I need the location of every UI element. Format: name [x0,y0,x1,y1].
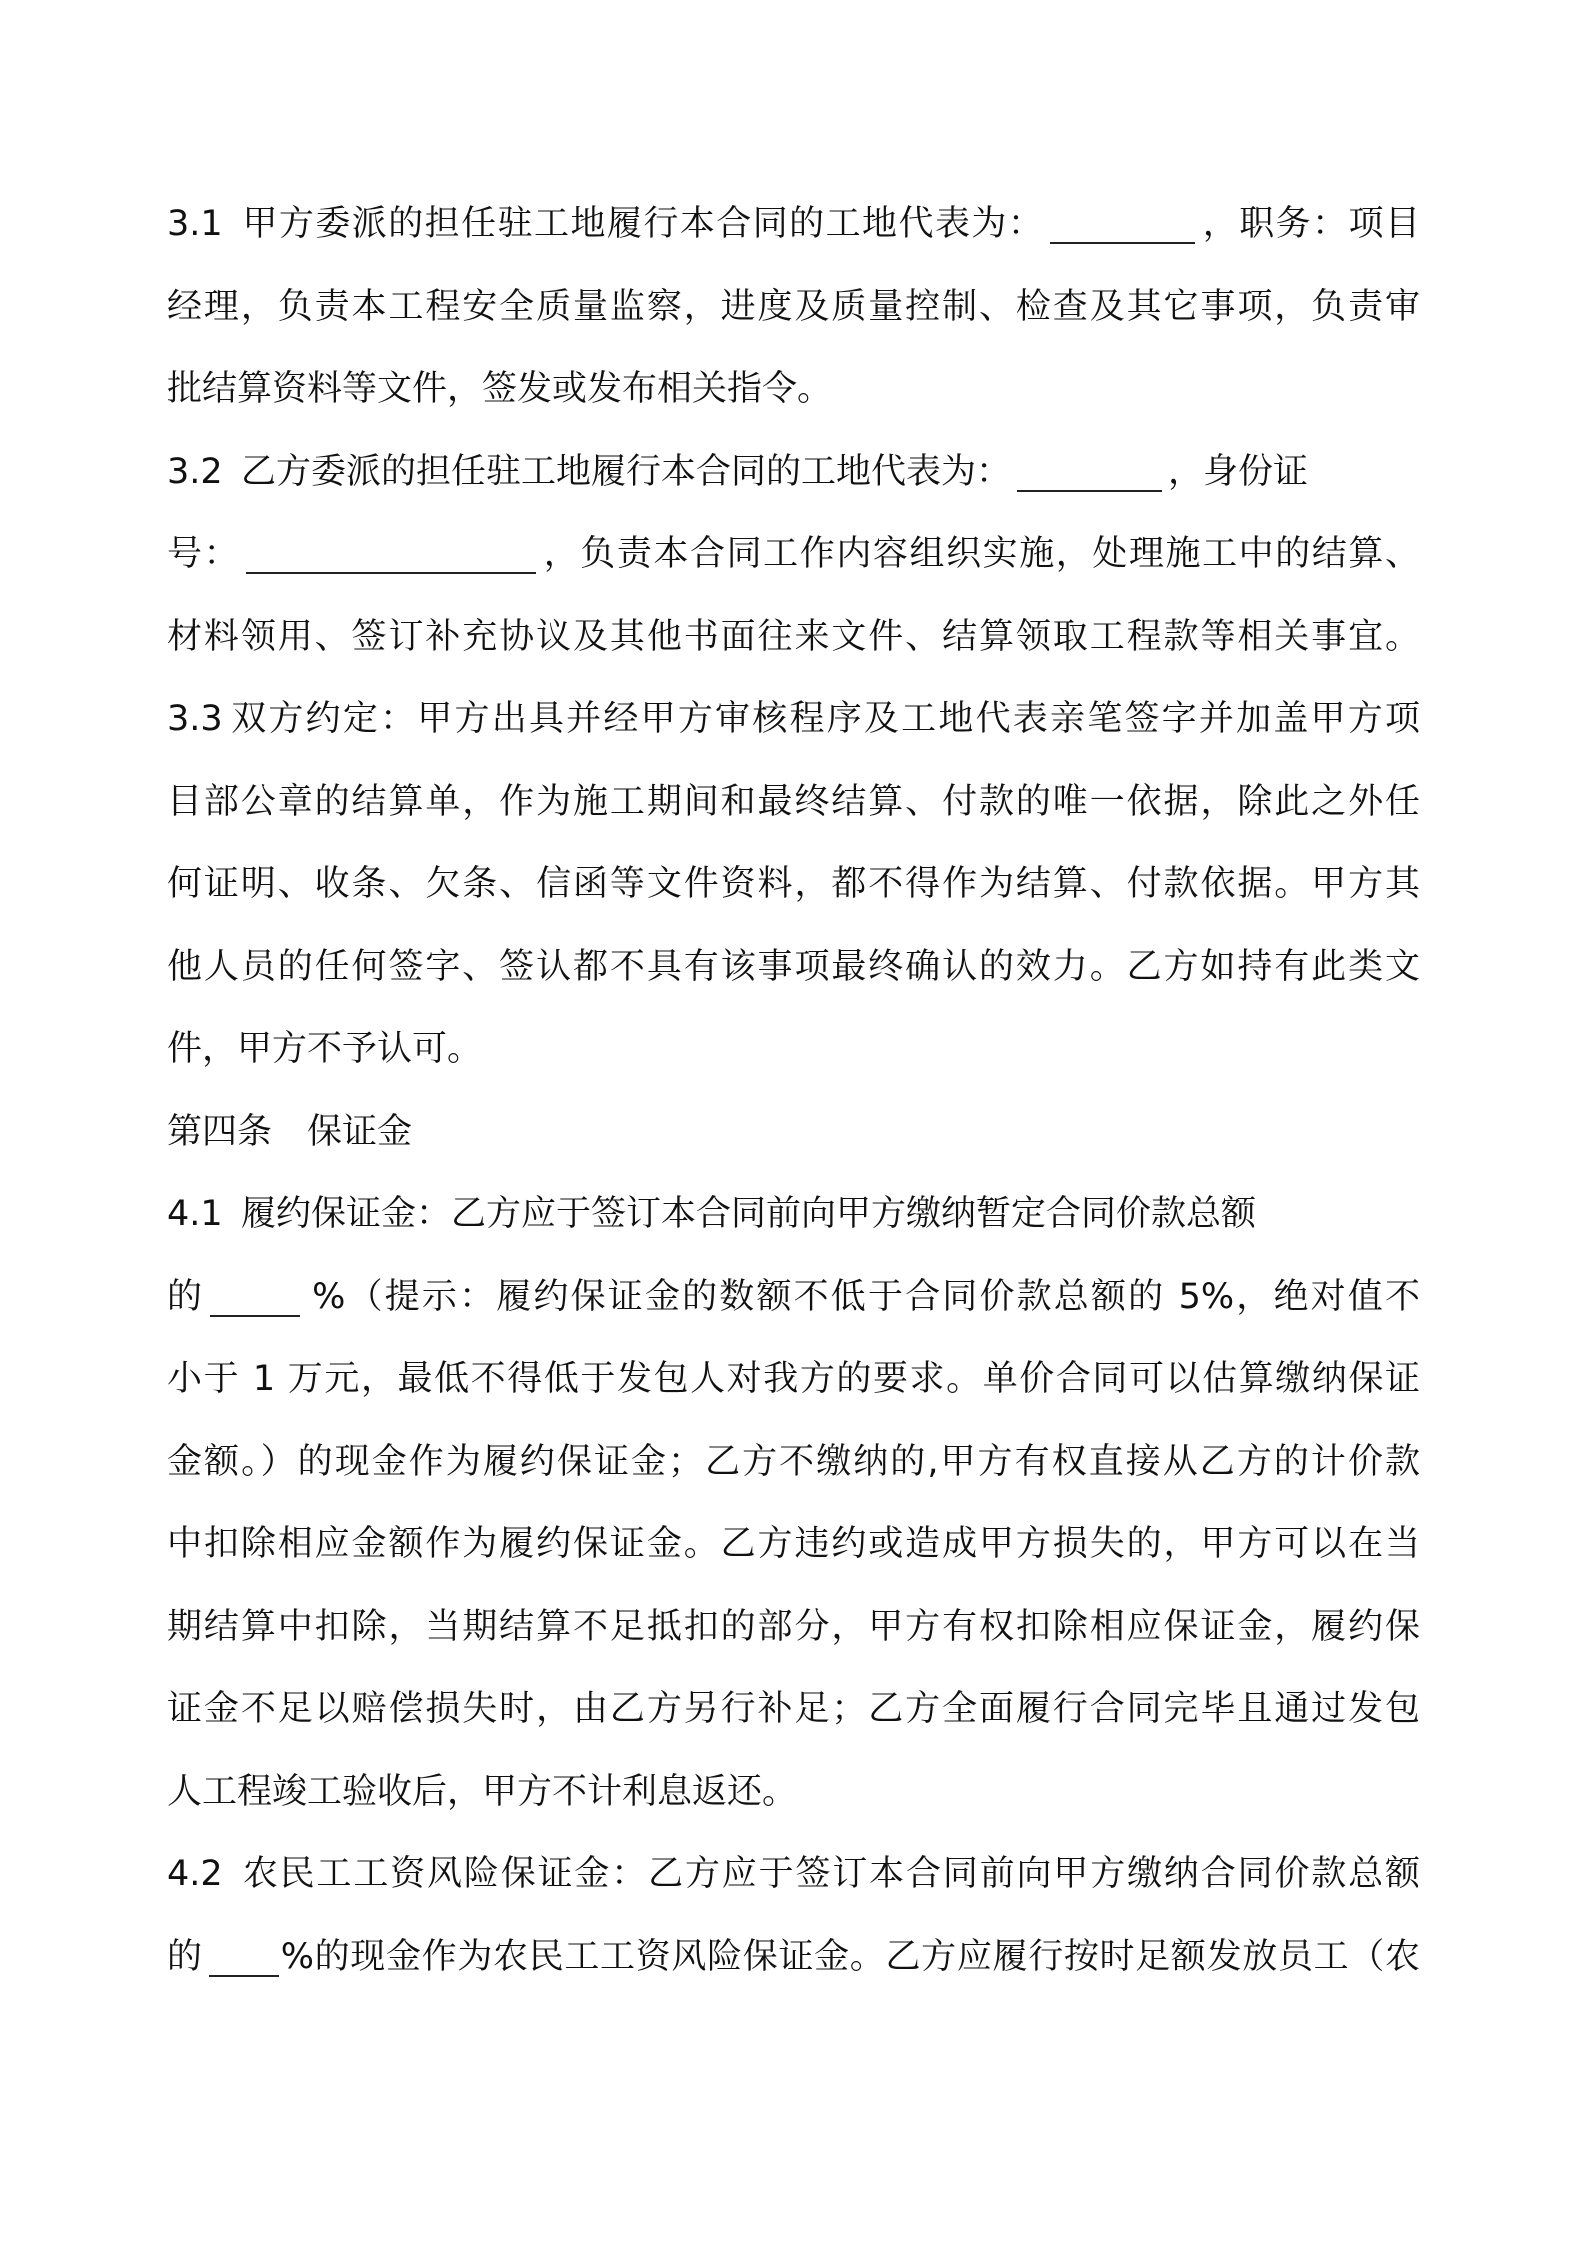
line-text: 经理，负责本工程安全质量监察，进度及质量控制、检查及其它事项，负责审 [167,286,1420,327]
line-text: ，负责本合同工作内容组织实施，处理施工中的结算、 [542,534,1420,574]
fill-in-blank [210,1285,300,1317]
line-text: 目部公章的结算单，作为施工期间和最终结算、付款的唯一依据，除此之外任 [167,781,1420,822]
line-text: 证金不足以赔偿损失时，由乙方另行补足；乙方全面履行合同完毕且通过发包 [167,1689,1420,1729]
text-line [167,596,1420,679]
text-line [167,266,1420,349]
line-text: 乙方委派的担任驻工地履行本合同的工地代表为： [241,451,1012,492]
clause-3-1 [167,183,1420,431]
text-line [167,1833,1420,1916]
text-line [167,1338,1420,1421]
text-line [167,513,1420,596]
line-text: 期结算中扣除，当期结算不足抵扣的部分，甲方有权扣除相应保证金，履约保 [167,1606,1420,1647]
clause-number: 3.2 [167,451,223,492]
clause-4-1 [167,1173,1420,1833]
line-text: 履约保证金：乙方应于签订本合同前向甲方缴纳暂定合同价款总额 [241,1194,1257,1234]
line-text: 号： [167,534,241,574]
text-line [167,1751,1420,1834]
clause-number: 4.1 [167,1194,223,1234]
text-line [167,1008,1420,1091]
line-text: 批结算资料等文件，签发或发布相关指令。 [167,369,833,409]
line-text: 小于 1 万元，最低不得低于发包人对我方的要求。单价合同可以估算缴纳保证 [167,1359,1420,1399]
line-text: 甲方委派的担任驻工地履行本合同的工地代表为： [241,204,1045,244]
line-text: 件，甲方不予认可。 [167,1029,483,1069]
fill-in-blank [246,542,536,574]
text-line [167,431,1420,514]
line-text: 他人员的任何签字、签认都不具有该事项最终确认的效力。乙方如持有此类文 [167,946,1420,987]
clause-3-2 [167,431,1420,679]
text-line [167,761,1420,844]
text-line [167,1668,1420,1751]
text-line [167,183,1420,266]
text-line [167,926,1420,1009]
text-line [167,1503,1420,1586]
line-text: %（提示：履约保证金的数额不低于合同价款总额的 5%，绝对值不 [312,1276,1420,1317]
line-text: 中扣除相应金额作为履约保证金。乙方违约或造成甲方损失的，甲方可以在当 [167,1524,1420,1564]
text-line [167,1173,1420,1256]
text-line [167,678,1420,761]
clause-3-3 [167,678,1420,1091]
clause-number: 3.3 [167,699,223,739]
line-text: 双方约定：甲方出具并经甲方审核程序及工地代表亲笔签字并加盖甲方项 [229,699,1420,739]
text-line [167,1256,1420,1339]
line-text: ，身份证 [1168,451,1309,492]
fill-in-blank [1017,460,1162,492]
line-text: 材料领用、签订补充协议及其他书面往来文件、结算领取工程款等相关事宜。 [167,616,1420,657]
document-body [167,183,1420,1998]
line-text: 人工程竣工验收后，甲方不计利息返还。 [167,1771,798,1812]
clause-number: 4.2 [167,1854,223,1894]
line-text: 的 [167,1936,203,1977]
text-line [167,1421,1420,1504]
line-text: %的现金作为农民工工资风险保证金。乙方应履行按时足额发放员工（农 [280,1936,1420,1977]
section-heading: 第四条 保证金 [167,1111,413,1152]
line-text: 农民工工资风险保证金：乙方应于签订本合同前向甲方缴纳合同价款总额 [241,1854,1420,1894]
fill-in-blank [209,1945,279,1977]
line-text: 何证明、收条、欠条、信函等文件资料，都不得作为结算、付款依据。甲方其 [167,864,1420,904]
text-line [167,843,1420,926]
clause-4-2 [167,1833,1420,1998]
text-line [167,348,1420,431]
line-text: ，职务：项目 [1201,204,1420,244]
clause-number: 3.1 [167,204,223,244]
text-line [167,1916,1420,1999]
text-line [167,1586,1420,1669]
line-text: 金额。）的现金作为履约保证金；乙方不缴纳的,甲方有权直接从乙方的计价款 [167,1441,1420,1482]
fill-in-blank [1050,212,1195,244]
line-text: 的 [167,1276,205,1317]
